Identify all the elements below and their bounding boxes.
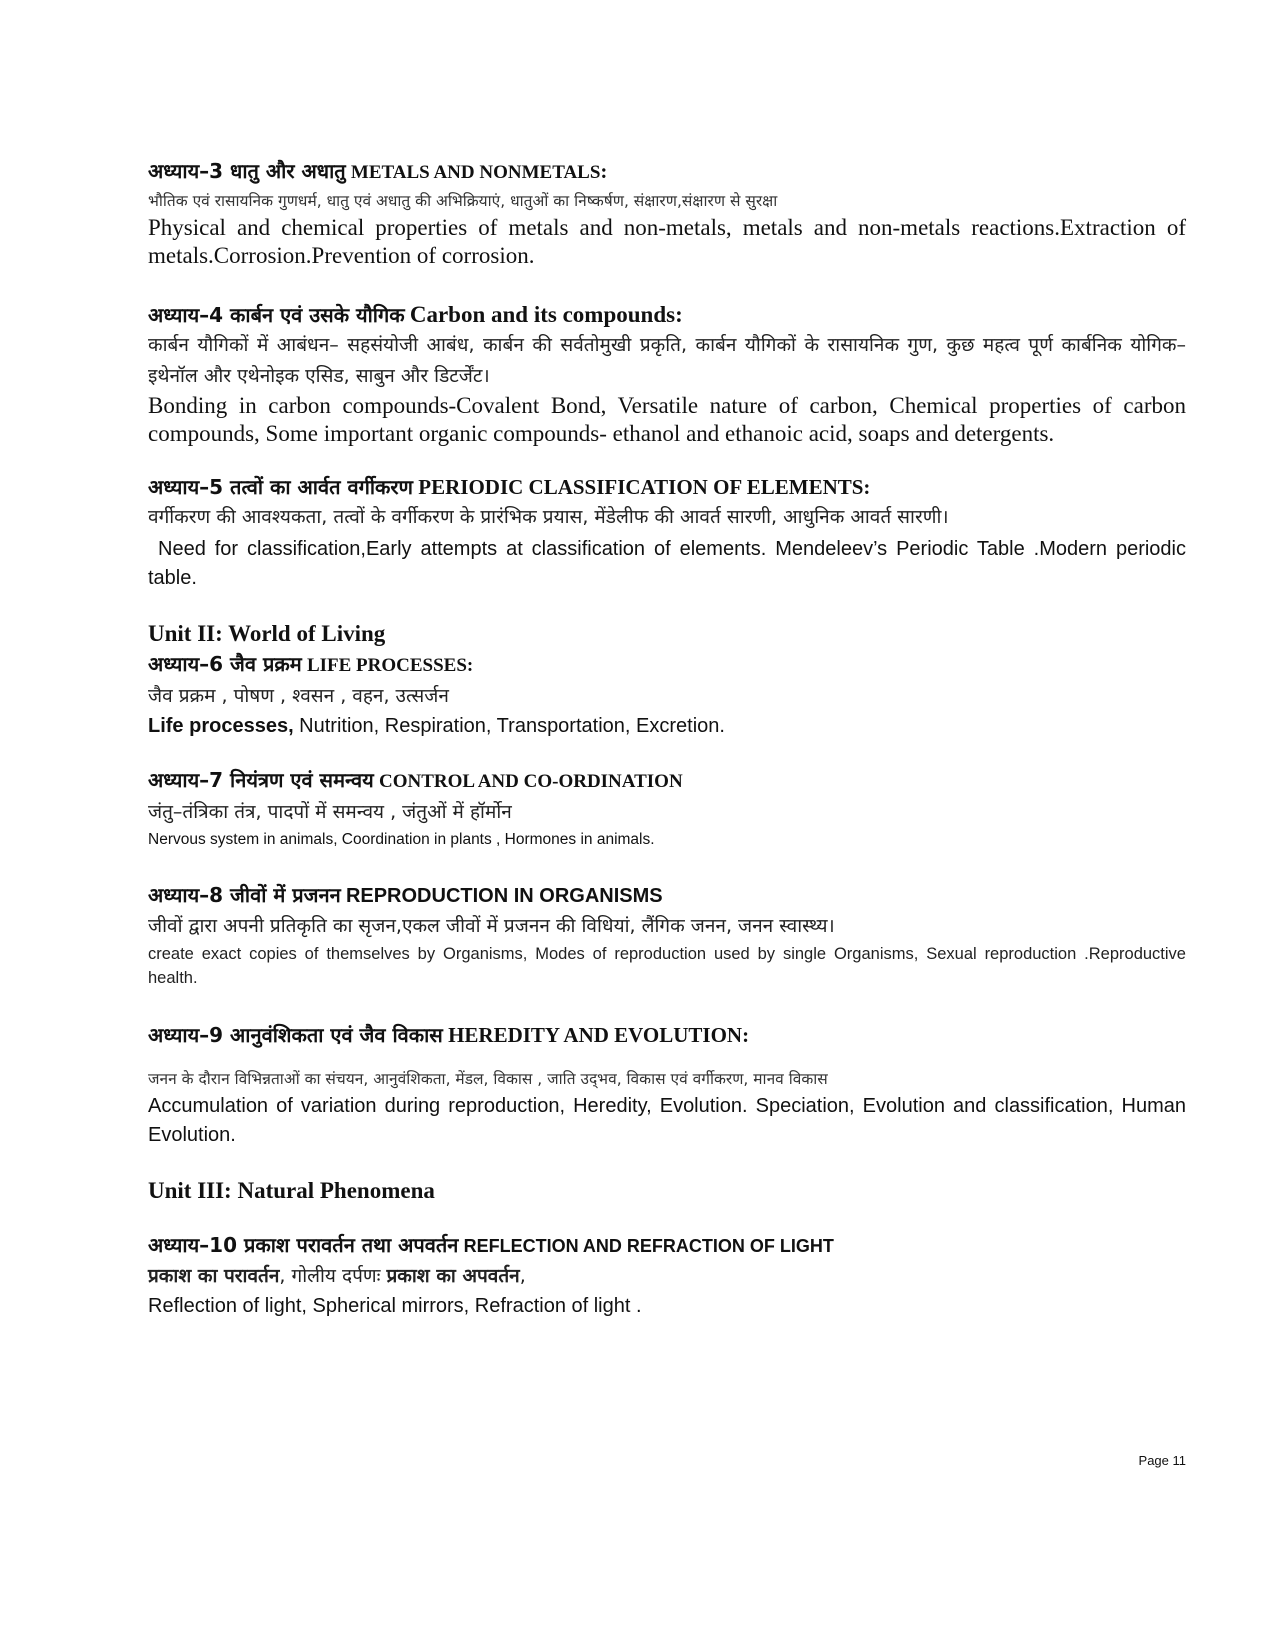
chapter-4-english-topics: Bonding in carbon compounds-Covalent Bond, Versatile nature of carbon, Chemical properties of carbon compounds, Some important organic compounds- ethanol and ethanoic acid, soaps and detergents. xyxy=(148,393,1186,446)
chapter-4-heading-english: Carbon and its compounds: xyxy=(409,302,683,327)
chapter-4-heading xyxy=(148,300,1186,330)
chapter-9-heading-english: HEREDITY AND EVOLUTION xyxy=(448,1023,743,1047)
chapter-10-hindi-bold-2: प्रकाश का अपवर्तन xyxy=(386,1265,520,1287)
chapter-7-hindi-topics: जंतु–तंत्रिका तंत्र, पादपों में समन्वय , जंतुओं में हॉर्मोन xyxy=(148,801,512,823)
chapter-6-hindi-topics: जैव प्रक्रम , पोषण , श्वसन , वहन, उत्सर्जन xyxy=(148,685,449,707)
chapter-3-heading-hindi: अध्याय–3 धातु और अधातु xyxy=(148,159,346,183)
chapter-10-hindi-bold-1: प्रकाश का परावर्तन xyxy=(148,1265,280,1287)
chapter-10-hindi-topics xyxy=(148,1261,1186,1292)
chapter-4-hindi-topics: कार्बन यौगिकों में आबंधन– सहसंयोजी आबंध, कार्बन की सर्वतोमुखी प्रकृति, कार्बन यौगिकों के रासायनिक गुण, कुछ महत्व पूर्ण कार्बनिक योगिक– इथेनॉल और एथेनोइक एसिड, साबुन और डिटर्जेंट। xyxy=(148,334,1186,387)
chapter-10 xyxy=(148,1230,1186,1321)
chapter-4-heading-hindi: अध्याय–4 कार्बन एवं उसके यौगिक xyxy=(148,303,405,327)
chapter-10-hindi-mid: , गोलीय दर्पणः xyxy=(279,1265,387,1287)
chapter-8-heading-english: REPRODUCTION IN ORGANISMS xyxy=(345,885,663,907)
chapter-9 xyxy=(148,1020,1186,1150)
unit-3-title: Unit III: Natural Phenomena xyxy=(148,1178,435,1203)
chapter-7-heading-hindi: अध्याय–7 नियंत्रण एवं समन्वय xyxy=(148,768,374,792)
chapter-10-heading-hindi: अध्याय–10 प्रकाश परावर्तन तथा अपवर्तन xyxy=(148,1233,459,1257)
chapter-6-english-topics xyxy=(148,712,1186,741)
chapter-9-english-topics: Accumulation of variation during reproduction, Heredity, Evolution. Speciation, Evolution and classification, Human Evolution. xyxy=(148,1095,1186,1146)
chapter-3 xyxy=(148,156,1186,270)
chapter-9-heading xyxy=(148,1020,1186,1050)
chapter-3-english-topics: Physical and chemical properties of metals and non-metals, metals and non-metals reactions.Extraction of metals.Corrosion.Prevention of corrosion. xyxy=(148,215,1186,268)
chapter-6-heading-english: LIFE PROCESSES: xyxy=(306,655,474,676)
chapter-7-heading xyxy=(148,765,1186,797)
chapter-8-english-topics: create exact copies of themselves by Organisms, Modes of reproduction used by single Organisms, Sexual reproduction .Reproductive health. xyxy=(148,945,1186,987)
chapter-5 xyxy=(148,472,1186,593)
chapter-8 xyxy=(148,880,1186,990)
page-number: Page 11 xyxy=(1138,1453,1186,1468)
chapter-6-heading xyxy=(148,649,1186,681)
chapter-5-heading-english: PERIODIC CLASSIFICATION OF ELEMENTS: xyxy=(418,475,871,499)
chapter-3-heading xyxy=(148,156,1186,188)
chapter-7-english-topics: Nervous system in animals, Coordination in plants , Hormones in animals. xyxy=(148,831,655,848)
chapter-8-heading-hindi: अध्याय–8 जीवों में प्रजनन xyxy=(148,883,341,907)
chapter-5-hindi-topics: वर्गीकरण की आवश्यकता, तत्वों के वर्गीकरण के प्रारंभिक प्रयास, मेंडेलीफ की आवर्त सारणी, आधुनिक आवर्त सारणी। xyxy=(148,506,949,528)
chapter-4 xyxy=(148,300,1186,448)
chapter-3-heading-colon: : xyxy=(600,159,608,183)
chapter-9-heading-colon: : xyxy=(742,1023,750,1047)
chapter-3-heading-english: METALS AND NONMETALS xyxy=(350,162,601,183)
chapter-10-heading xyxy=(148,1230,1186,1261)
unit-2-title: Unit II: World of Living xyxy=(148,621,386,646)
chapter-3-hindi-topics: भौतिक एवं रासायनिक गुणधर्म, धातु एवं अधातु की अभिक्रियाएं, धातुओं का निष्कर्षण, संक्षारण,संक्षारण से सुरक्षा xyxy=(148,192,778,210)
chapter-7 xyxy=(148,765,1186,852)
chapter-6-heading-hindi: अध्याय–6 जैव प्रक्रम xyxy=(148,652,302,676)
chapter-5-heading-hindi: अध्याय–5 तत्वों का आर्वत वर्गीकरण xyxy=(148,475,414,499)
chapter-6 xyxy=(148,649,1186,741)
chapter-10-english-topics: Reflection of light, Spherical mirrors, Refraction of light . xyxy=(148,1295,642,1317)
chapter-6-english-bold: Life processes, xyxy=(148,715,294,737)
chapter-6-english-rest: Nutrition, Respiration, Transportation, Excretion. xyxy=(293,715,725,737)
chapter-8-hindi-topics: जीवों द्वारा अपनी प्रतिकृति का सृजन,एकल जीवों में प्रजनन की विधियां, लैंगिक जनन, जनन स्वास्थ्य। xyxy=(148,915,835,937)
document-page xyxy=(148,156,1186,1321)
chapter-9-heading-hindi: अध्याय–9 आनुवंशिकता एवं जैव विकास xyxy=(148,1023,443,1047)
chapter-10-hindi-end: , xyxy=(519,1265,526,1287)
chapter-5-english-topics: Need for classification,Early attempts at classification of elements. Mendeleev’s Periodic Table .Modern periodic table. xyxy=(148,538,1186,589)
chapter-8-heading xyxy=(148,880,1186,911)
chapter-10-heading-english: REFLECTION AND REFRACTION OF LIGHT xyxy=(463,1236,834,1256)
chapter-7-heading-english: CONTROL AND CO-ORDINATION xyxy=(378,771,683,792)
chapter-9-hindi-topics: जनन के दौरान विभिन्नताओं का संचयन, आनुवंशिकता, मेंडल, विकास , जाति उद्‌भव, विकास एवं वर्गीकरण, मानव विकास xyxy=(148,1070,828,1088)
chapter-5-heading xyxy=(148,472,1186,502)
